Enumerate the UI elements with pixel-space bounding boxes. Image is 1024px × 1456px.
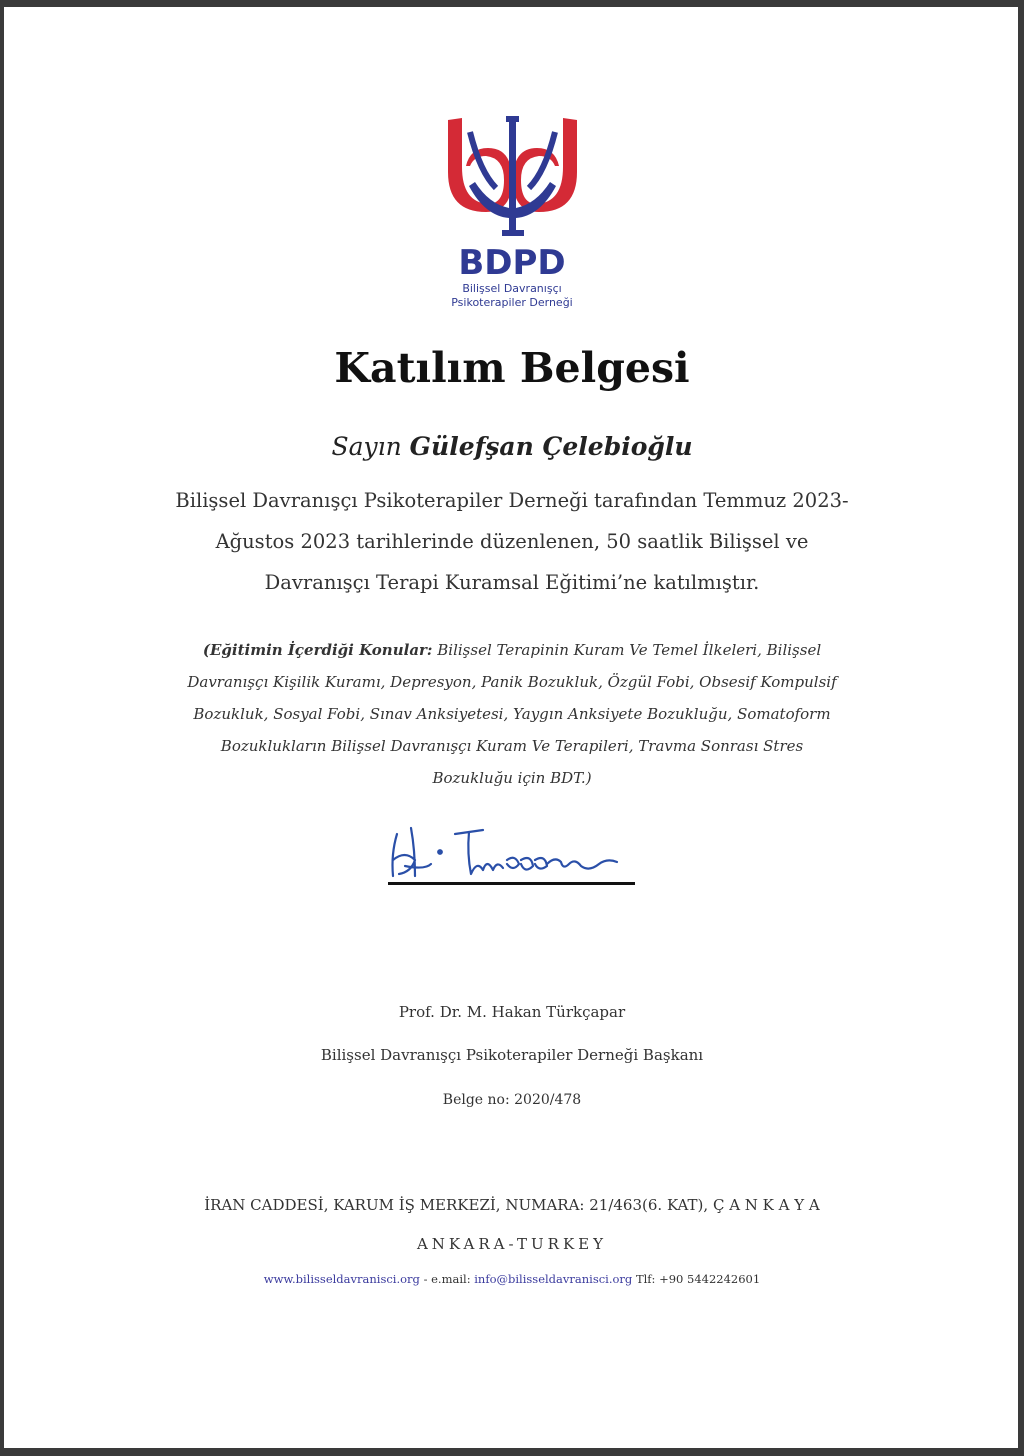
logo-acronym: BDPD: [458, 243, 566, 283]
recipient-name: Gülefşan Çelebioğlu: [409, 432, 693, 461]
topics-line: Bozukluk, Sosyal Fobi, Sınav Anksiyetesi, Yaygın Anksiyete Bozukluğu, Somatoform: [193, 705, 831, 723]
body-line: Ağustos 2023 tarihlerinde düzenlenen, 50 saatlik Bilişsel ve: [215, 530, 809, 553]
address-line-2: ANKARA-TURKEY: [416, 1235, 608, 1253]
signature-line: [388, 882, 635, 885]
window-frame-bottom: [0, 1448, 1024, 1456]
email-link[interactable]: info@bilisseldavranisci.org: [474, 1272, 633, 1286]
training-topics: [140, 634, 884, 794]
contact-line: [0, 1272, 1024, 1286]
website-link[interactable]: www.bilisseldavranisci.org: [263, 1272, 420, 1286]
salutation: Sayın: [331, 432, 402, 461]
certificate-body: [140, 480, 884, 603]
logo-subtitle-line1: Bilişsel Davranışçı: [462, 282, 562, 295]
psi-bd-logo-icon: [440, 112, 585, 317]
window-frame-top: [0, 0, 1024, 7]
body-line: Davranışçı Terapi Kuramsal Eğitimi’ne katılmıştır.: [264, 571, 760, 594]
topics-line: Davranışçı Kişilik Kuramı, Depresyon, Panik Bozukluk, Özgül Fobi, Obsesif Kompulsif: [187, 673, 837, 691]
signature-icon: [385, 820, 640, 890]
topics-text: Bilişsel Terapinin Kuram Ve Temel İlkeleri, Bilişsel: [437, 641, 822, 659]
bdpd-logo: [440, 112, 585, 317]
topics-line: [140, 634, 884, 666]
topics-line: Bozukluğu için BDT.): [432, 769, 592, 787]
handwritten-signature: [385, 820, 640, 890]
document-number: Belge no: 2020/478: [442, 1092, 582, 1108]
address-line-1: İRAN CADDESİ, KARUM İŞ MERKEZİ, NUMARA: 21/463(6. KAT), Ç A N K A Y A: [204, 1196, 820, 1214]
topics-lead: (Eğitimin İçerdiği Konular:: [202, 641, 433, 659]
email-label: - e.mail:: [423, 1272, 471, 1286]
body-line: Bilişsel Davranışçı Psikoterapiler Derneği tarafından Temmuz 2023-: [175, 489, 849, 512]
signatory-name: Prof. Dr. M. Hakan Türkçapar: [398, 1003, 626, 1021]
recipient-line: [0, 432, 1024, 461]
signatory-role: Bilişsel Davranışçı Psikoterapiler Derneği Başkanı: [320, 1046, 704, 1064]
logo-subtitle-line2: Psikoterapiler Derneği: [451, 296, 573, 309]
certificate-title: Katılım Belgesi: [334, 344, 690, 392]
phone-number: Tlf: +90 5442242601: [635, 1272, 761, 1286]
topics-line: Bozuklukların Bilişsel Davranışçı Kuram Ve Terapileri, Travma Sonrası Stres: [220, 737, 804, 755]
